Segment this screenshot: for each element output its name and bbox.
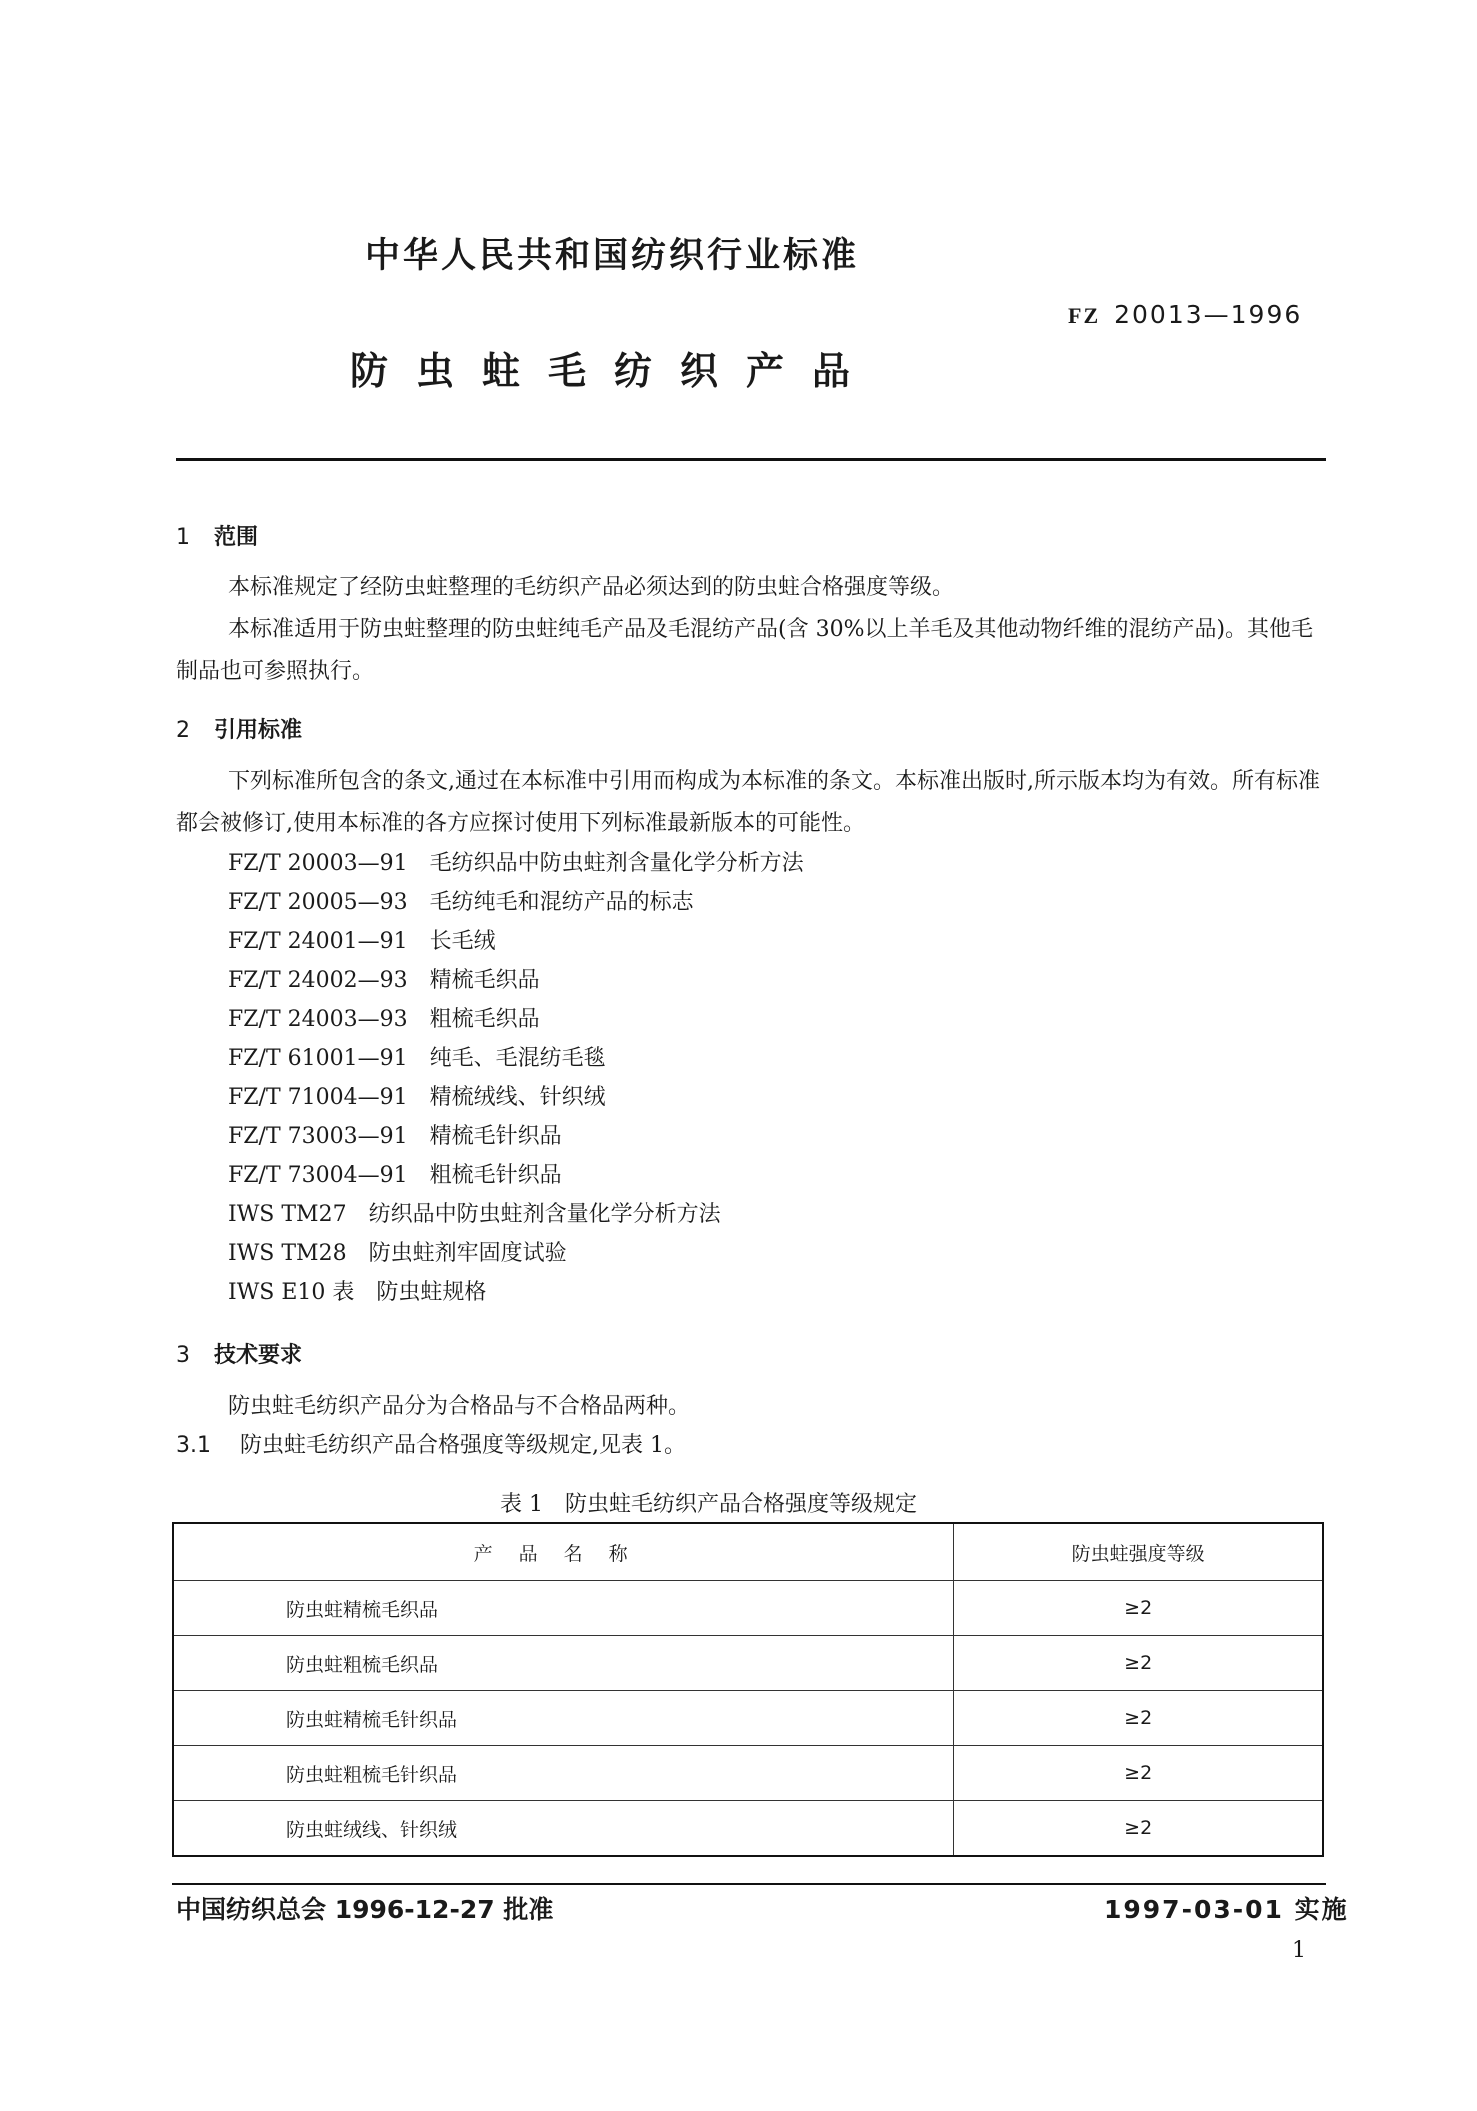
reference-name: 纺织品中防虫蛀剂含量化学分析方法 xyxy=(368,1202,721,1227)
reference-name: 毛纺织品中防虫蛀剂含量化学分析方法 xyxy=(429,851,804,876)
table-row xyxy=(173,1691,1323,1746)
product-name-cell: 防虫蛀绒线、针织绒 xyxy=(173,1801,954,1857)
document-title: 防虫蛀毛纺织产品 xyxy=(350,349,879,393)
column-header-grade: 防虫蛀强度等级 xyxy=(954,1523,1323,1581)
section-title: 引用标准 xyxy=(214,718,303,743)
table-caption: 表 1 防虫蛀毛纺织产品合格强度等级规定 xyxy=(500,1492,917,1517)
section-number: 3 xyxy=(176,1343,190,1368)
subclause-number: 3.1 xyxy=(176,1433,211,1458)
reference-name: 精梳毛针织品 xyxy=(429,1124,562,1149)
subclause-3-1 xyxy=(176,1425,686,1467)
section-2-heading xyxy=(176,713,302,744)
footer-divider xyxy=(172,1883,1326,1885)
effective-date-line: 1997-03-01 实施 xyxy=(1104,1895,1349,1924)
section-number: 1 xyxy=(176,525,190,550)
reference-item xyxy=(228,885,694,916)
product-name-cell: 防虫蛀粗梳毛织品 xyxy=(173,1636,954,1691)
reference-item xyxy=(228,846,804,877)
section-1-heading xyxy=(176,520,258,551)
grade-table xyxy=(172,1522,1324,1857)
paragraph: 下列标准所包含的条文,通过在本标准中引用而构成为本标准的条文。本标准出版时,所示版本均为有效。所有标准都会被修订,使用本标准的各方应探讨使用下列标准最新版本的可能性。 xyxy=(176,769,1320,836)
reference-name: 粗梳毛针织品 xyxy=(429,1163,562,1188)
table-row xyxy=(173,1581,1323,1636)
reference-code: FZ/T 20003—91 xyxy=(228,851,408,876)
reference-code: FZ/T 24002—93 xyxy=(228,968,408,993)
product-name-cell: 防虫蛀精梳毛织品 xyxy=(173,1581,954,1636)
reference-code: FZ/T 73003—91 xyxy=(228,1124,408,1149)
reference-item xyxy=(228,1158,562,1189)
reference-code: FZ/T 61001—91 xyxy=(228,1046,408,1071)
standard-code-number: 20013—1996 xyxy=(1114,300,1303,329)
section-title: 技术要求 xyxy=(214,1343,303,1368)
reference-name: 长毛绒 xyxy=(429,929,496,954)
paragraph: 本标准规定了经防虫蛀整理的毛纺织产品必须达到的防虫蛀合格强度等级。 xyxy=(228,575,955,600)
grade-cell: ≥2 xyxy=(954,1746,1323,1801)
product-name-cell: 防虫蛀精梳毛针织品 xyxy=(173,1691,954,1746)
reference-item xyxy=(228,1041,606,1072)
table-row xyxy=(173,1746,1323,1801)
section-number: 2 xyxy=(176,718,190,743)
reference-code: FZ/T 73004—91 xyxy=(228,1163,408,1188)
section-3-heading xyxy=(176,1338,302,1369)
reference-item xyxy=(228,924,496,955)
approval-line: 中国纺织总会 1996-12-27 批准 xyxy=(176,1895,554,1924)
reference-code: IWS TM27 xyxy=(228,1202,347,1227)
reference-item xyxy=(228,963,540,994)
reference-item xyxy=(228,1119,562,1150)
reference-name: 防虫蛀剂牢固度试验 xyxy=(368,1241,567,1266)
reference-name: 防虫蛀规格 xyxy=(376,1280,487,1305)
reference-item xyxy=(228,1080,606,1111)
subclause-text: 防虫蛀毛纺织产品合格强度等级规定,见表 1。 xyxy=(240,1433,686,1458)
grade-cell: ≥2 xyxy=(954,1581,1323,1636)
standard-code-prefix: FZ xyxy=(1068,303,1101,328)
reference-code: FZ/T 24001—91 xyxy=(228,929,408,954)
reference-name: 纯毛、毛混纺毛毯 xyxy=(429,1046,606,1071)
header-divider xyxy=(176,458,1326,461)
table-row xyxy=(173,1801,1323,1857)
reference-name: 精梳绒线、针织绒 xyxy=(429,1085,606,1110)
grade-cell: ≥2 xyxy=(954,1801,1323,1857)
section-1-body xyxy=(176,567,1326,693)
reference-code: IWS TM28 xyxy=(228,1241,347,1266)
standard-category-heading: 中华人民共和国纺织行业标准 xyxy=(365,236,860,276)
column-header-product: 产品名称 xyxy=(173,1523,954,1581)
reference-code: FZ/T 20005—93 xyxy=(228,890,408,915)
table-header-row xyxy=(173,1523,1323,1581)
reference-item xyxy=(228,1236,567,1267)
table-row xyxy=(173,1636,1323,1691)
section-title: 范围 xyxy=(214,525,259,550)
grade-cell: ≥2 xyxy=(954,1691,1323,1746)
standard-code xyxy=(1068,300,1302,329)
section-2-body xyxy=(176,761,1326,845)
page-number: 1 xyxy=(1292,1938,1306,1963)
reference-item xyxy=(228,1002,540,1033)
reference-item xyxy=(228,1275,486,1306)
paragraph: 本标准适用于防虫蛀整理的防虫蛀纯毛产品及毛混纺产品(含 30%以上羊毛及其他动物纤维的混纺产品)。其他毛制品也可参照执行。 xyxy=(176,617,1314,684)
reference-name: 精梳毛织品 xyxy=(429,968,540,993)
reference-code: FZ/T 71004—91 xyxy=(228,1085,408,1110)
product-name-cell: 防虫蛀粗梳毛针织品 xyxy=(173,1746,954,1801)
paragraph: 防虫蛀毛纺织产品分为合格品与不合格品两种。 xyxy=(228,1394,691,1419)
reference-code: IWS E10 表 xyxy=(228,1280,355,1305)
reference-item xyxy=(228,1197,721,1228)
reference-name: 粗梳毛织品 xyxy=(429,1007,540,1032)
reference-code: FZ/T 24003—93 xyxy=(228,1007,408,1032)
reference-name: 毛纺纯毛和混纺产品的标志 xyxy=(429,890,694,915)
grade-cell: ≥2 xyxy=(954,1636,1323,1691)
